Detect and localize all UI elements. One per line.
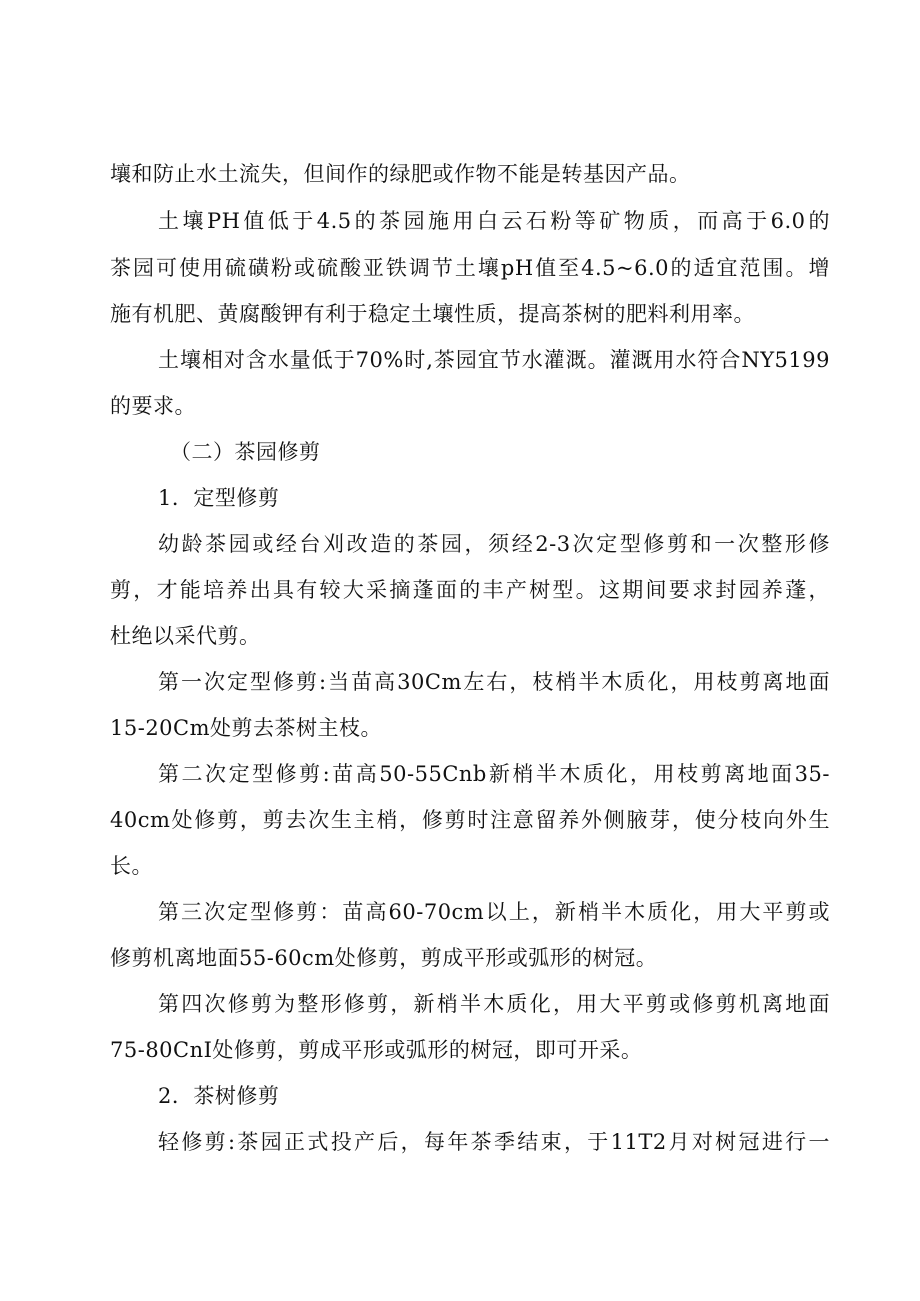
text-line: 的要求。 bbox=[110, 394, 196, 418]
text-line: 幼龄茶园或经台刈改造的茶园，须经2-3次定型修剪和一次整形修 bbox=[158, 532, 830, 556]
text-line: 40cm处修剪，剪去次生主梢，修剪时注意留养外侧腋芽，使分枝向外生 bbox=[110, 808, 830, 832]
subsection-heading: 1．定型修剪 bbox=[158, 486, 280, 510]
text-line: 剪，才能培养出具有较大采摘蓬面的丰产树型。这期间要求封园养蓬， bbox=[110, 578, 830, 602]
text-line: 轻修剪:茶园正式投产后，每年茶季结束，于11T2月对树冠进行一 bbox=[158, 1130, 830, 1154]
text-line: 土壤相对含水量低于70%时,茶园宜节水灌溉。灌溉用水符合NY5199 bbox=[158, 348, 830, 372]
subsection-heading: 2．茶树修剪 bbox=[158, 1084, 280, 1108]
text-line: 第三次定型修剪：苗高60-70cm以上，新梢半木质化，用大平剪或 bbox=[158, 900, 830, 924]
text-line: 修剪机离地面55-60cm处修剪，剪成平形或弧形的树冠。 bbox=[110, 946, 658, 970]
text-line: 第一次定型修剪:当苗高30Cm左右，枝梢半木质化，用枝剪离地面 bbox=[158, 670, 830, 694]
text-line: 75-80CnI处修剪，剪成平形或弧形的树冠，即可开采。 bbox=[110, 1038, 643, 1062]
text-line: 第二次定型修剪:苗高50-55Cnb新梢半木质化，用枝剪离地面35- bbox=[158, 762, 830, 786]
text-line: 施有机肥、黄腐酸钾有利于稳定土壤性质，提高茶树的肥料利用率。 bbox=[110, 302, 755, 326]
text-line: 第四次修剪为整形修剪，新梢半木质化，用大平剪或修剪机离地面 bbox=[158, 992, 830, 1016]
text-line: 茶园可使用硫磺粉或硫酸亚铁调节土壤pH值至4.5~6.0的适宜范围。增 bbox=[110, 256, 830, 280]
text-line: 长。 bbox=[110, 854, 153, 878]
text-line: 15-20Cm处剪去茶树主枝。 bbox=[110, 716, 383, 740]
text-line: 杜绝以采代剪。 bbox=[110, 624, 261, 648]
text-line: 壤和防止水土流失，但间作的绿肥或作物不能是转基因产品。 bbox=[110, 162, 691, 186]
text-line: 土壤PH值低于4.5的茶园施用白云石粉等矿物质，而高于6.0的 bbox=[158, 209, 830, 233]
section-heading: （二）茶园修剪 bbox=[170, 440, 321, 464]
